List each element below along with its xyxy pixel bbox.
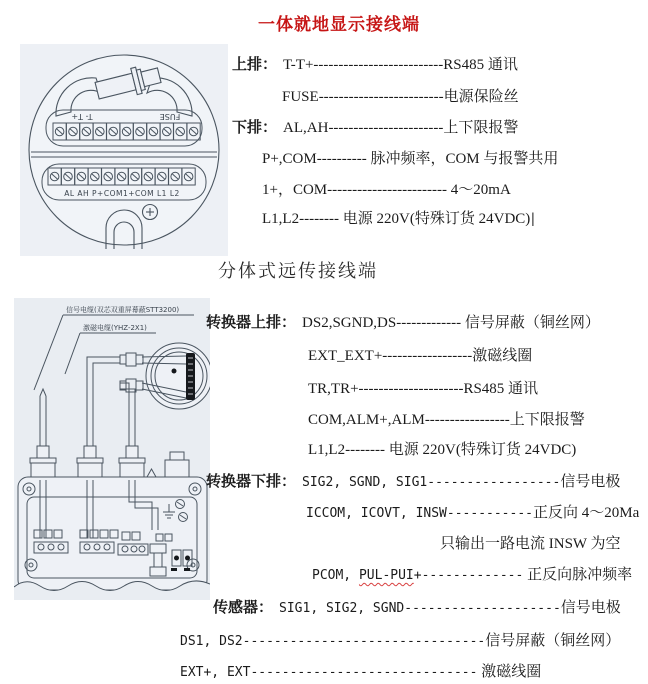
- terminal-row: [180, 660, 541, 681]
- terminal-description: 上下限报警: [443, 120, 519, 136]
- dash-leader: --------------------------: [313, 57, 444, 73]
- terminal-names: DS1, DS2: [180, 634, 243, 649]
- terminal-description: 信号屏蔽（铜丝网）: [461, 315, 600, 331]
- terminal-description: 信号电极: [560, 474, 621, 490]
- terminal-names: AL,AH: [283, 120, 329, 136]
- terminal-row: [180, 629, 620, 650]
- terminal-names: EXT+, EXT: [180, 665, 251, 680]
- dash-leader: -----------------------: [328, 120, 444, 136]
- terminal-names: SIG1, SIG2, SGND: [279, 601, 405, 616]
- remote-drawing: [14, 298, 210, 600]
- terminal-names: +: [413, 568, 422, 583]
- integrated-terminal-diagram: [20, 44, 228, 256]
- lower-strip-label: AL AH P+COM1+COM L1 L2: [64, 189, 180, 198]
- terminal-row: [262, 207, 535, 228]
- remote-section-title: 分体式远传接线端: [218, 261, 378, 281]
- integrated-section-title: 一体就地显示接线端: [258, 15, 420, 34]
- dash-leader: ----------: [316, 151, 367, 167]
- terminal-names: PCOM,: [312, 568, 359, 583]
- terminal-row: [206, 311, 600, 332]
- dash-leader: --------: [345, 442, 386, 458]
- terminal-row: [213, 596, 621, 617]
- terminal-row: [308, 408, 585, 429]
- terminal-description: 电源保险丝: [443, 89, 519, 105]
- dash-leader: -------------: [421, 568, 524, 583]
- note-text: 只输出一路电流 INSW 为空: [440, 536, 621, 552]
- terminal-row: [282, 85, 519, 106]
- dash-leader: -----------------: [424, 412, 510, 428]
- upper-strip-left-label: T- T+: [71, 112, 93, 121]
- terminal-names: FUSE: [282, 89, 319, 105]
- dash-leader: -----------: [446, 506, 533, 521]
- terminal-row: [308, 344, 532, 365]
- terminal-row: [232, 53, 518, 74]
- terminal-row: [262, 147, 558, 168]
- terminal-description: RS485 通讯: [463, 381, 539, 397]
- terminal-description: 脉冲频率，COM 与报警共用: [366, 151, 559, 167]
- terminal-row: [232, 116, 518, 137]
- terminal-row: [312, 563, 632, 584]
- excitation-cable-label: 激磁电缆(YHZ-2X1): [83, 324, 147, 332]
- converter-box-graphic: [18, 477, 207, 590]
- terminal-description: 正反向脉冲频率: [523, 567, 633, 583]
- terminal-description: 激磁线圈: [472, 348, 533, 364]
- terminal-row: [306, 501, 639, 522]
- dash-leader: -------------------------------: [242, 634, 486, 649]
- terminal-description: 上下限报警: [509, 412, 585, 428]
- terminal-row: [308, 377, 538, 398]
- terminal-names: SIG2, SGND, SIG1: [302, 475, 428, 490]
- terminal-names: 1+，COM: [262, 182, 328, 198]
- dash-leader: -----------------: [427, 475, 561, 490]
- text-cursor: |: [531, 211, 535, 227]
- terminal-description: 信号屏蔽（铜丝网）: [485, 633, 621, 649]
- terminal-description: 电源 220V(特殊订货 24VDC): [385, 442, 577, 458]
- note-row: [440, 532, 621, 553]
- dash-leader: -------------: [396, 315, 462, 331]
- terminal-description: 电源 220V(特殊订货 24VDC): [339, 211, 531, 227]
- misspelled-terminal-name: PUL-PUI: [358, 568, 414, 583]
- terminal-names: ICCOM, ICOVT, INSW: [306, 506, 447, 521]
- dash-leader: ------------------: [382, 348, 473, 364]
- terminal-names: COM,ALM+,ALM: [308, 412, 425, 428]
- remote-wiring-diagram: [14, 298, 210, 600]
- terminal-description: 4～20mA: [447, 182, 511, 198]
- terminal-description: 正反向 4～20Ma: [532, 505, 640, 521]
- terminal-description: 信号电极: [560, 600, 621, 616]
- terminal-description: 激磁线圈: [477, 664, 542, 680]
- row-label: 传感器：: [213, 600, 274, 616]
- dash-leader: -------------------------: [318, 89, 444, 105]
- row-label: 转换器下排：: [206, 474, 297, 490]
- terminal-names: T-T+: [283, 57, 314, 73]
- dash-leader: -----------------------------: [250, 665, 478, 680]
- dash-leader: --------: [299, 211, 340, 227]
- terminal-row: [262, 178, 511, 199]
- dash-leader: --------------------: [404, 601, 561, 616]
- terminal-row: [206, 470, 620, 491]
- row-label: 上排：: [232, 57, 278, 73]
- dash-leader: ---------------------: [358, 381, 464, 397]
- terminal-row: [308, 438, 576, 459]
- terminal-names: L1,L2: [308, 442, 346, 458]
- terminal-names: EXT_EXT+: [308, 348, 383, 364]
- terminal-description: RS485 通讯: [443, 57, 518, 73]
- upper-strip-right-label: FUSE: [159, 112, 181, 121]
- dash-leader: ------------------------: [327, 182, 448, 198]
- row-label: 下排：: [232, 120, 278, 136]
- terminal-names: DS2,SGND,DS: [302, 315, 397, 331]
- terminal-names: P+,COM: [262, 151, 317, 167]
- terminal-names: L1,L2: [262, 211, 300, 227]
- signal-cable-label: 信号电缆(双芯双重屏幕蔽STT3200): [66, 306, 180, 314]
- row-label: 转换器上排：: [206, 315, 297, 331]
- circular-housing-drawing: [20, 44, 228, 256]
- terminal-names: TR,TR+: [308, 381, 359, 397]
